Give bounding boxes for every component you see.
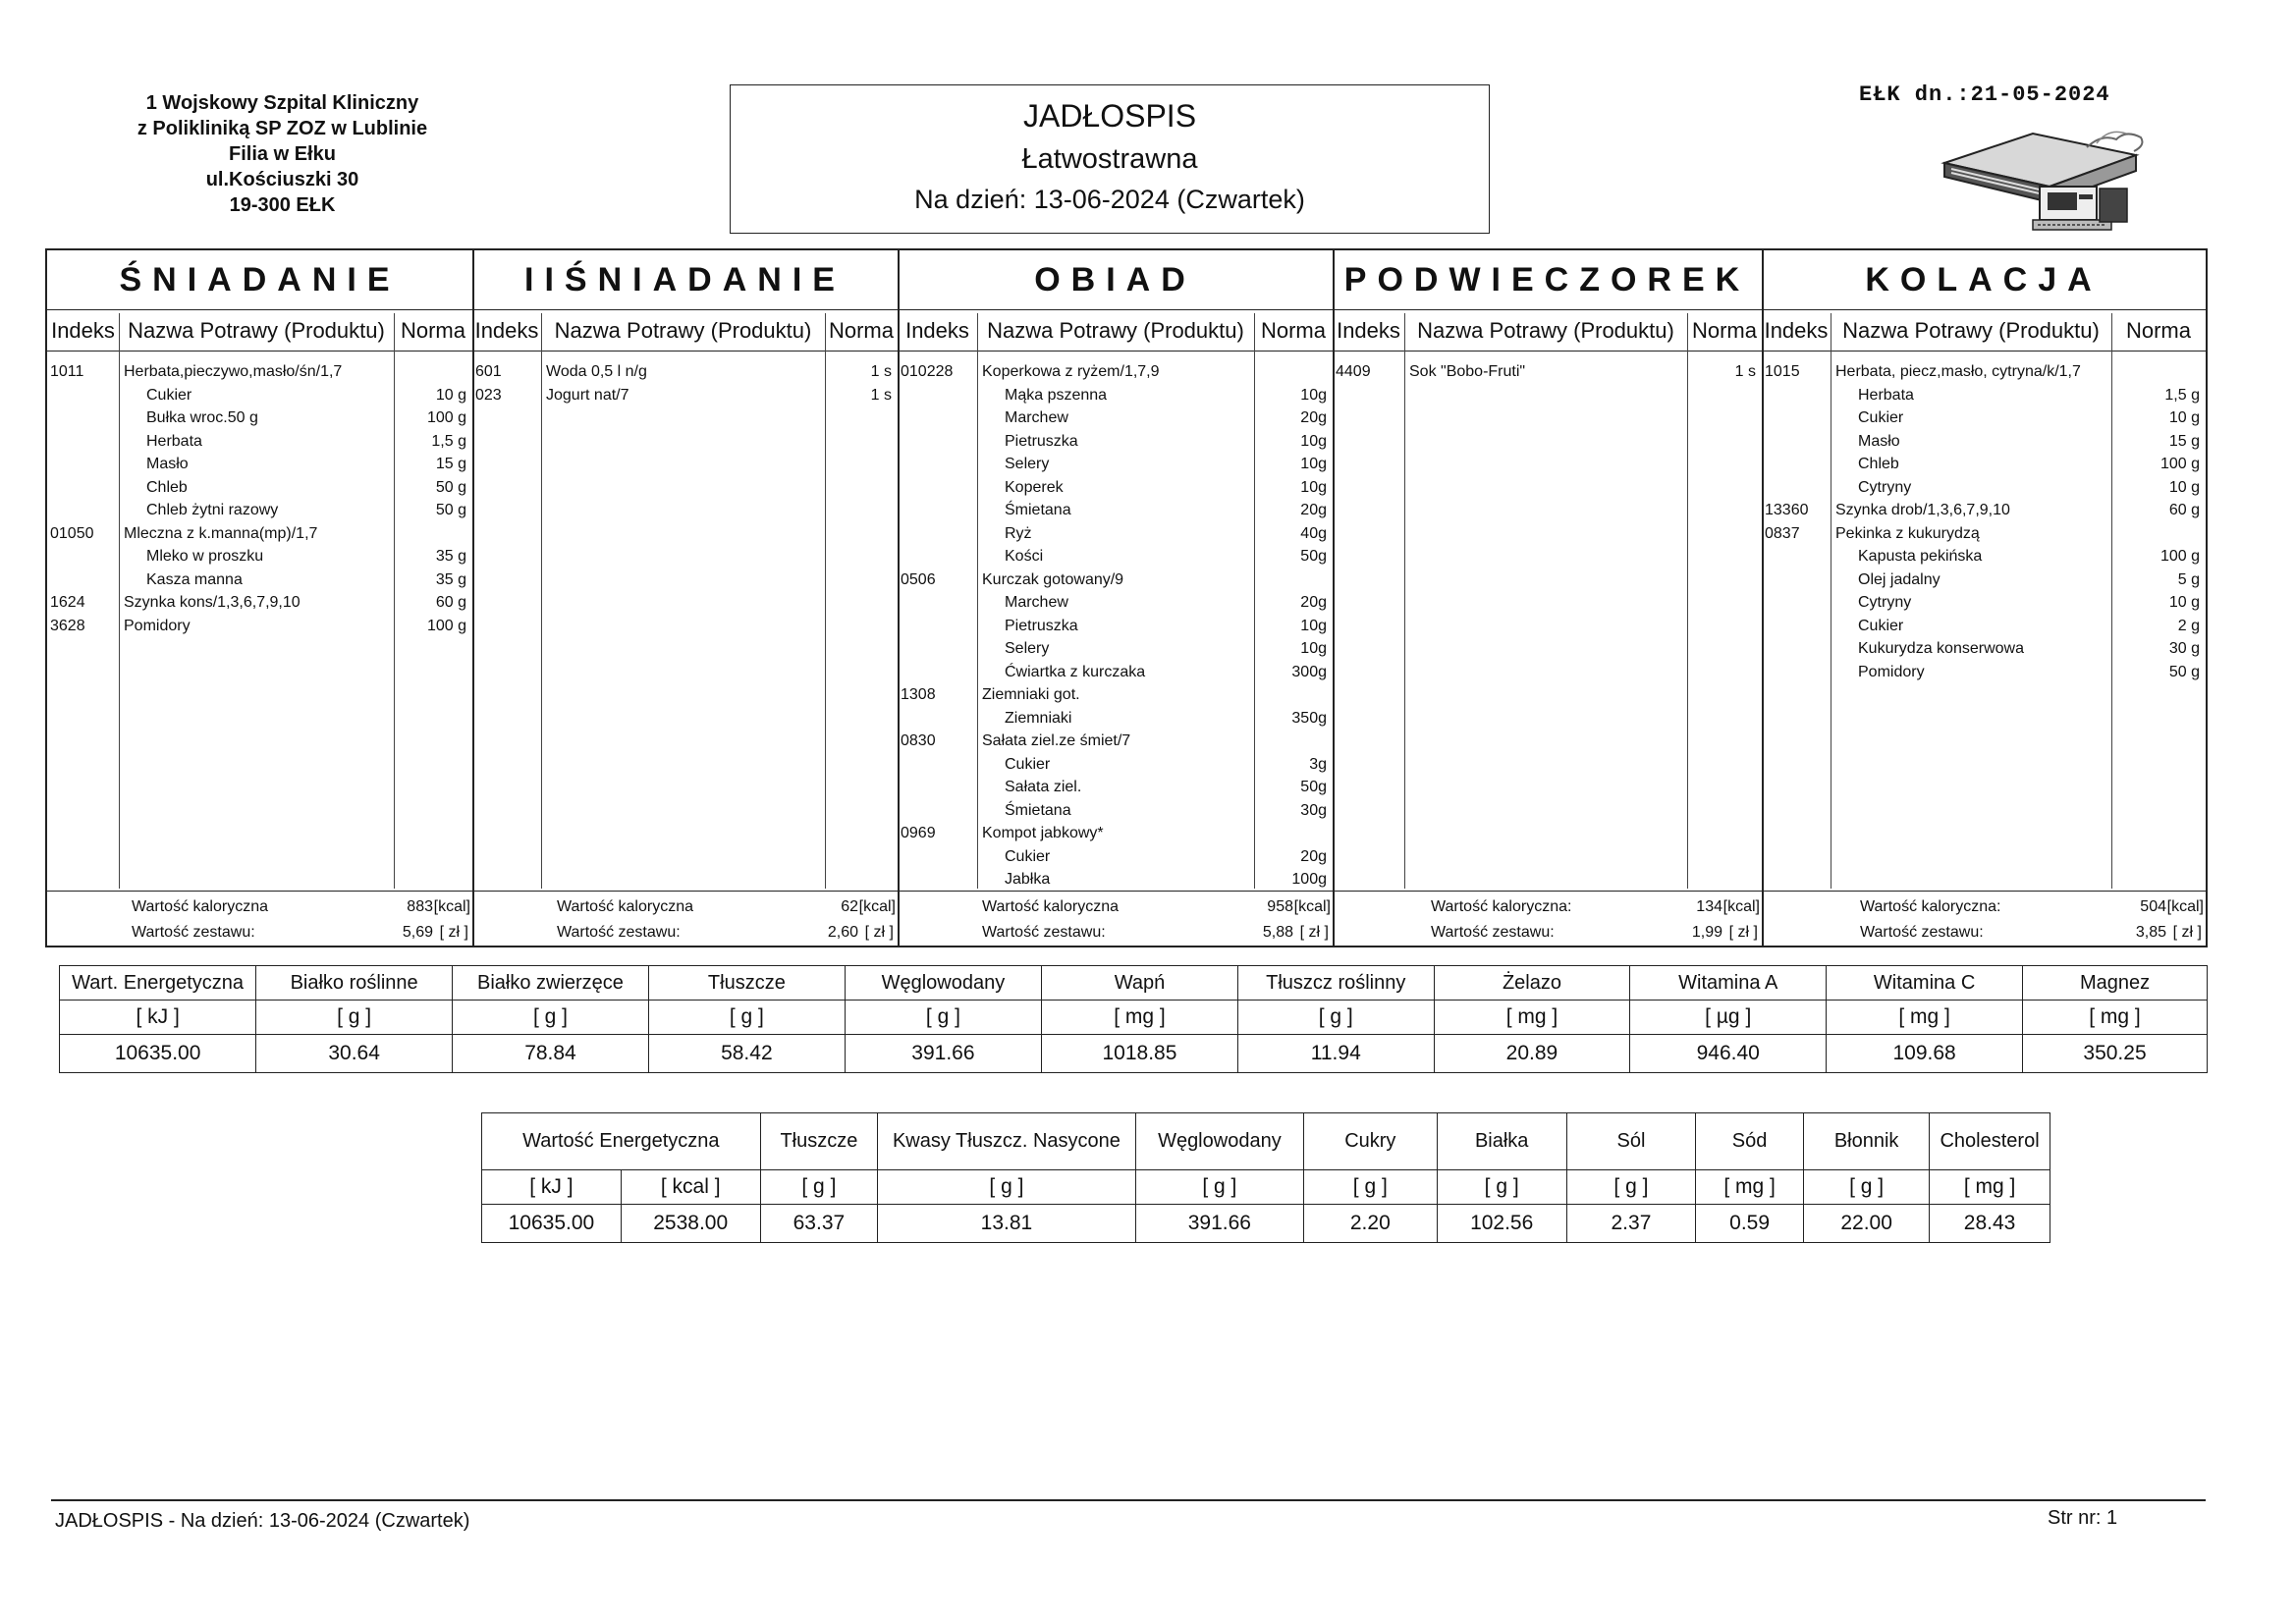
nutrient-header: Białko roślinne bbox=[256, 966, 453, 1001]
dish-name: Jogurt nat/7 bbox=[546, 386, 629, 404]
hospital-line: 1 Wojskowy Szpital Kliniczny bbox=[145, 92, 419, 114]
ingredient-name: Cukier bbox=[1005, 755, 1051, 773]
ingredient-name: Cytryny bbox=[1858, 594, 1912, 611]
nutrient-unit: [ mg ] bbox=[1434, 1001, 1630, 1035]
ingredient-name: Ziemniaki bbox=[1005, 709, 1072, 727]
nutrient-unit: [ mg ] bbox=[2023, 1001, 2208, 1035]
row-norm: 2 g bbox=[2177, 617, 2200, 634]
nutrient-value: 2.37 bbox=[1566, 1205, 1695, 1243]
row-norm: 50 g bbox=[435, 502, 466, 518]
dish-name: Koperkowa z ryżem/1,7,9 bbox=[982, 363, 1160, 380]
ingredient-name: Cukier bbox=[1858, 617, 1904, 634]
nutrient-value: 102.56 bbox=[1437, 1205, 1566, 1243]
meal-section-divider bbox=[1762, 250, 1764, 946]
row-norm: 100g bbox=[1291, 871, 1327, 888]
row-norm: 50g bbox=[1300, 779, 1327, 795]
row-index: 010228 bbox=[901, 363, 954, 380]
row-index: 0837 bbox=[1765, 524, 1800, 542]
column-header-norm: Norma bbox=[1260, 318, 1326, 343]
row-norm: 1 s bbox=[870, 386, 892, 404]
meal-title: OBIAD bbox=[1034, 261, 1196, 298]
row-norm: 350g bbox=[1291, 709, 1327, 727]
meal-header-divider bbox=[47, 309, 2206, 310]
nutrient-unit: [ g ] bbox=[648, 1001, 845, 1035]
nutrition-table-1 bbox=[59, 965, 2208, 1073]
nutrient-unit: [ g ] bbox=[760, 1170, 878, 1205]
cost-value: 3,85 bbox=[2135, 924, 2166, 941]
nutrient-header: Tłuszcze bbox=[760, 1113, 878, 1170]
nutrient-value: 10635.00 bbox=[482, 1205, 622, 1243]
ingredient-name: Mleko w proszku bbox=[146, 548, 264, 565]
diet-name: Łatwostrawna bbox=[1021, 143, 1198, 175]
page-number: Str nr: 1 bbox=[2048, 1507, 2118, 1529]
nutrient-header: Wart. Energetyczna bbox=[60, 966, 256, 1001]
calorie-value: 134 bbox=[1696, 898, 1722, 915]
column-header-norm: Norma bbox=[828, 318, 894, 343]
cost-label: Wartość zestawu: bbox=[132, 924, 255, 941]
meal-title: KOLACJA bbox=[1865, 261, 2103, 298]
nutrient-unit: [ g ] bbox=[1437, 1170, 1566, 1205]
calorie-unit: [kcal] bbox=[433, 898, 470, 915]
cost-label: Wartość zestawu: bbox=[557, 924, 681, 941]
row-norm: 100 g bbox=[2159, 456, 2200, 472]
nutrition-table-2 bbox=[481, 1112, 2050, 1243]
row-index: 0830 bbox=[901, 732, 936, 749]
nutrient-header: Wapń bbox=[1042, 966, 1238, 1001]
calorie-value: 504 bbox=[2140, 898, 2166, 915]
dish-name: Kurczak gotowany/9 bbox=[982, 570, 1124, 588]
nutrient-value: 1018.85 bbox=[1042, 1035, 1238, 1073]
ingredient-name: Masło bbox=[146, 456, 189, 472]
row-norm: 40g bbox=[1300, 524, 1327, 542]
footer-title: JADŁOSPIS - Na dzień: 13-06-2024 (Czwartek) bbox=[55, 1510, 470, 1532]
nutrient-unit: [ mg ] bbox=[1042, 1001, 1238, 1035]
row-index: 4409 bbox=[1336, 363, 1371, 380]
meal-title: ŚNIADANIE bbox=[119, 261, 401, 298]
calorie-value: 883 bbox=[407, 898, 433, 915]
row-norm: 15 g bbox=[2168, 432, 2200, 450]
row-norm: 1 s bbox=[1734, 363, 1756, 380]
nutrient-header: Białka bbox=[1437, 1113, 1566, 1170]
hospital-line: z Polikliniką SP ZOZ w Lublinie bbox=[137, 118, 428, 139]
column-header-name: Nazwa Potrawy (Produktu) bbox=[987, 318, 1244, 343]
nutrient-value: 391.66 bbox=[845, 1035, 1041, 1073]
nutrient-unit: [ µg ] bbox=[1630, 1001, 1827, 1035]
cost-unit: [ zł ] bbox=[1728, 924, 1758, 941]
column-header-index: Indeks bbox=[474, 318, 539, 343]
nutrient-unit: [ g ] bbox=[878, 1170, 1135, 1205]
cost-unit: [ zł ] bbox=[864, 924, 894, 941]
row-norm: 15 g bbox=[435, 456, 466, 472]
row-norm: 20g bbox=[1300, 502, 1327, 518]
ingredient-name: Sałata ziel. bbox=[1005, 779, 1082, 795]
nutrient-value: 0.59 bbox=[1696, 1205, 1804, 1243]
dish-name: Herbata, piecz,masło, cytryna/k/1,7 bbox=[1835, 363, 2081, 380]
nutrient-header: Wartość Energetyczna bbox=[482, 1113, 761, 1170]
nutrient-unit: [ kJ ] bbox=[482, 1170, 622, 1205]
row-index: 3628 bbox=[50, 617, 85, 634]
cost-value: 5,88 bbox=[1262, 924, 1293, 941]
nutrient-header: Cholesterol bbox=[1930, 1113, 2050, 1170]
nutrient-value: 30.64 bbox=[256, 1035, 453, 1073]
row-index: 0969 bbox=[901, 825, 936, 841]
nutrient-header: Białko zwierzęce bbox=[453, 966, 649, 1001]
row-norm: 50 g bbox=[435, 478, 466, 496]
nutrient-value: 350.25 bbox=[2023, 1035, 2208, 1073]
ingredient-name: Śmietana bbox=[1005, 502, 1071, 518]
calorie-unit: [kcal] bbox=[858, 898, 896, 915]
ingredient-name: Cukier bbox=[146, 386, 192, 404]
nutrient-value: 10635.00 bbox=[60, 1035, 256, 1073]
column-divider bbox=[2111, 313, 2112, 889]
ingredient-name: Ćwiartka z kurczaka bbox=[1005, 663, 1146, 680]
issue-date: EŁK dn.:21-05-2024 bbox=[1859, 82, 2110, 107]
row-norm: 10g bbox=[1300, 617, 1327, 634]
column-divider bbox=[119, 313, 120, 889]
row-norm: 100 g bbox=[426, 617, 466, 634]
row-norm: 10g bbox=[1300, 432, 1327, 450]
column-header-index: Indeks bbox=[51, 318, 115, 343]
row-norm: 1,5 g bbox=[431, 432, 466, 450]
row-norm: 50 g bbox=[2168, 663, 2200, 680]
ingredient-name: Pietruszka bbox=[1005, 432, 1078, 450]
ingredient-name: Cytryny bbox=[1858, 478, 1912, 496]
row-index: 1308 bbox=[901, 686, 936, 703]
row-index: 1011 bbox=[50, 363, 84, 380]
meals-table bbox=[45, 248, 2208, 947]
nutrient-value: 2538.00 bbox=[621, 1205, 760, 1243]
ingredient-name: Koperek bbox=[1005, 478, 1064, 496]
column-divider bbox=[1687, 313, 1688, 889]
dish-name: Woda 0,5 l n/g bbox=[546, 363, 647, 380]
row-norm: 10g bbox=[1300, 478, 1327, 496]
nutrient-value: 2.20 bbox=[1304, 1205, 1437, 1243]
ingredient-name: Herbata bbox=[146, 432, 202, 450]
hospital-line: Filia w Ełku bbox=[229, 143, 336, 165]
nutrient-unit: [ g ] bbox=[1135, 1170, 1303, 1205]
hospital-address bbox=[98, 90, 466, 218]
ingredient-name: Bułka wroc.50 g bbox=[146, 409, 258, 426]
ingredient-name: Cukier bbox=[1005, 847, 1051, 865]
nutrient-header: Magnez bbox=[2023, 966, 2208, 1001]
nutrient-value: 20.89 bbox=[1434, 1035, 1630, 1073]
row-norm: 10g bbox=[1300, 640, 1327, 657]
nutrient-header: Błonnik bbox=[1804, 1113, 1930, 1170]
footer-divider bbox=[51, 1499, 2206, 1501]
row-norm: 10g bbox=[1300, 456, 1327, 472]
row-norm: 20g bbox=[1300, 847, 1327, 865]
nutrient-value: 28.43 bbox=[1930, 1205, 2050, 1243]
nutrient-value: 13.81 bbox=[878, 1205, 1135, 1243]
dish-name: Herbata,pieczywo,masło/śn/1,7 bbox=[124, 363, 343, 380]
dish-name: Sok "Bobo-Fruti" bbox=[1409, 363, 1526, 380]
ingredient-name: Herbata bbox=[1858, 386, 1914, 404]
row-norm: 3g bbox=[1309, 755, 1327, 773]
cost-unit: [ zł ] bbox=[439, 924, 468, 941]
column-divider bbox=[1254, 313, 1255, 889]
cost-value: 1,99 bbox=[1691, 924, 1722, 941]
meal-section-divider bbox=[1333, 250, 1335, 946]
cost-value: 5,69 bbox=[402, 924, 433, 941]
row-norm: 50g bbox=[1300, 548, 1327, 565]
ingredient-name: Kukurydza konserwowa bbox=[1858, 640, 2024, 657]
row-norm: 30g bbox=[1300, 801, 1327, 819]
cost-unit: [ zł ] bbox=[1299, 924, 1329, 941]
column-header-divider bbox=[47, 351, 2206, 352]
cost-label: Wartość zestawu: bbox=[1431, 924, 1555, 941]
row-norm: 30 g bbox=[2168, 640, 2200, 657]
ingredient-name: Mąka pszenna bbox=[1005, 386, 1108, 404]
nutrient-header: Sód bbox=[1696, 1113, 1804, 1170]
ingredient-name: Pietruszka bbox=[1005, 617, 1078, 634]
nutrient-unit: [ g ] bbox=[453, 1001, 649, 1035]
ingredient-name: Chleb bbox=[1858, 456, 1899, 472]
row-norm: 60 g bbox=[2168, 502, 2200, 518]
calorie-value: 958 bbox=[1267, 898, 1293, 915]
row-norm: 5 g bbox=[2177, 570, 2200, 588]
nutrient-value: 63.37 bbox=[760, 1205, 878, 1243]
row-norm: 10 g bbox=[2168, 409, 2200, 426]
cost-value: 2,60 bbox=[827, 924, 858, 941]
calorie-label: Wartość kaloryczna: bbox=[1431, 898, 1572, 915]
meal-section-divider bbox=[898, 250, 900, 946]
title-box bbox=[730, 84, 1490, 234]
nutrient-value: 11.94 bbox=[1237, 1035, 1434, 1073]
nutrient-header: Sól bbox=[1566, 1113, 1695, 1170]
row-index: 1015 bbox=[1765, 363, 1800, 380]
nutrient-unit: [ g ] bbox=[1304, 1170, 1437, 1205]
nutrient-header: Witamina A bbox=[1630, 966, 1827, 1001]
row-index: 601 bbox=[475, 363, 502, 380]
row-index: 1624 bbox=[50, 594, 85, 611]
row-norm: 10 g bbox=[2168, 478, 2200, 496]
row-norm: 10 g bbox=[435, 386, 466, 404]
nutrient-header: Żelazo bbox=[1434, 966, 1630, 1001]
nutrient-value: 946.40 bbox=[1630, 1035, 1827, 1073]
row-norm: 100 g bbox=[2159, 548, 2200, 565]
nutrient-header: Węglowodany bbox=[845, 966, 1041, 1001]
dish-name: Szynka kons/1,3,6,7,9,10 bbox=[124, 594, 301, 611]
column-divider bbox=[394, 313, 395, 889]
dish-name: Kompot jabkowy* bbox=[982, 825, 1104, 841]
ingredient-name: Jabłka bbox=[1005, 871, 1051, 888]
nutrient-unit: [ g ] bbox=[1237, 1001, 1434, 1035]
nutrient-header: Witamina C bbox=[1827, 966, 2023, 1001]
calorie-unit: [kcal] bbox=[1293, 898, 1331, 915]
row-index: 023 bbox=[475, 386, 502, 404]
ingredient-name: Kości bbox=[1005, 548, 1044, 565]
column-header-name: Nazwa Potrawy (Produktu) bbox=[1417, 318, 1674, 343]
nutrient-unit: [ mg ] bbox=[1696, 1170, 1804, 1205]
ingredient-name: Chleb żytni razowy bbox=[146, 502, 279, 518]
ingredient-name: Olej jadalny bbox=[1858, 570, 1941, 588]
ingredient-name: Selery bbox=[1005, 640, 1050, 657]
column-header-norm: Norma bbox=[400, 318, 465, 343]
meal-title: IIŚNIADANIE bbox=[524, 261, 846, 298]
nutrient-value: 109.68 bbox=[1827, 1035, 2023, 1073]
nutrient-header: Węglowodany bbox=[1135, 1113, 1303, 1170]
row-norm: 100 g bbox=[426, 409, 466, 426]
nutrient-unit: [ kcal ] bbox=[621, 1170, 760, 1205]
row-index: 01050 bbox=[50, 524, 94, 542]
ingredient-name: Kapusta pekińska bbox=[1858, 548, 1983, 565]
column-header-index: Indeks bbox=[1337, 318, 1400, 343]
column-divider bbox=[1404, 313, 1405, 889]
row-norm: 10 g bbox=[2168, 594, 2200, 611]
ingredient-name: Marchew bbox=[1005, 594, 1068, 611]
cost-unit: [ zł ] bbox=[2172, 924, 2202, 941]
nutrient-header: Cukry bbox=[1304, 1113, 1437, 1170]
ingredient-name: Ryż bbox=[1005, 524, 1032, 542]
column-header-index: Indeks bbox=[1764, 318, 1829, 343]
menu-date: Na dzień: 13-06-2024 (Czwartek) bbox=[914, 185, 1305, 214]
nutrient-value: 78.84 bbox=[453, 1035, 649, 1073]
ingredient-name: Chleb bbox=[146, 478, 188, 496]
nutrient-unit: [ g ] bbox=[256, 1001, 453, 1035]
nutrient-value: 22.00 bbox=[1804, 1205, 1930, 1243]
cost-label: Wartość zestawu: bbox=[1860, 924, 1984, 941]
row-norm: 20g bbox=[1300, 409, 1327, 426]
row-norm: 60 g bbox=[435, 594, 466, 611]
ingredient-name: Marchew bbox=[1005, 409, 1068, 426]
row-norm: 35 g bbox=[435, 570, 466, 588]
row-norm: 1 s bbox=[870, 363, 892, 380]
row-norm: 20g bbox=[1300, 594, 1327, 611]
nutrient-header: Tłuszcz roślinny bbox=[1237, 966, 1434, 1001]
hospital-line: 19-300 EŁK bbox=[229, 194, 336, 216]
nutrient-header: Kwasy Tłuszcz. Nasycone bbox=[878, 1113, 1135, 1170]
calorie-unit: [kcal] bbox=[1722, 898, 1760, 915]
ingredient-name: Śmietana bbox=[1005, 801, 1071, 819]
ingredient-name: Cukier bbox=[1858, 409, 1904, 426]
ingredient-name: Pomidory bbox=[1858, 663, 1925, 680]
meal-title: PODWIECZOREK bbox=[1343, 261, 1751, 298]
dish-name: Mleczna z k.manna(mp)/1,7 bbox=[124, 524, 318, 542]
page-title: JADŁOSPIS bbox=[1022, 98, 1197, 134]
dish-name: Pekinka z kukurydzą bbox=[1835, 524, 1980, 542]
row-norm: 10g bbox=[1300, 386, 1327, 404]
row-norm: 1,5 g bbox=[2164, 386, 2200, 404]
totals-divider bbox=[47, 891, 2206, 892]
column-divider bbox=[977, 313, 978, 889]
column-header-name: Nazwa Potrawy (Produktu) bbox=[554, 318, 812, 343]
ingredient-name: Kasza manna bbox=[146, 570, 243, 588]
column-header-norm: Norma bbox=[2125, 318, 2191, 343]
calorie-value: 62 bbox=[841, 898, 858, 915]
hospital-line: ul.Kościuszki 30 bbox=[205, 169, 359, 190]
nutrient-value: 58.42 bbox=[648, 1035, 845, 1073]
dish-name: Pomidory bbox=[124, 617, 191, 634]
calorie-unit: [kcal] bbox=[2166, 898, 2204, 915]
nutrient-header: Tłuszcze bbox=[648, 966, 845, 1001]
book-computer-logo bbox=[1940, 126, 2156, 234]
nutrient-unit: [ mg ] bbox=[1827, 1001, 2023, 1035]
ingredient-name: Masło bbox=[1858, 432, 1900, 450]
nutrient-unit: [ mg ] bbox=[1930, 1170, 2050, 1205]
row-norm: 300g bbox=[1291, 663, 1327, 680]
column-divider bbox=[825, 313, 826, 889]
cost-label: Wartość zestawu: bbox=[982, 924, 1106, 941]
dish-name: Sałata ziel.ze śmiet/7 bbox=[982, 732, 1131, 749]
dish-name: Ziemniaki got. bbox=[982, 686, 1080, 703]
calorie-label: Wartość kaloryczna bbox=[132, 898, 268, 915]
row-index: 13360 bbox=[1765, 502, 1809, 518]
column-header-name: Nazwa Potrawy (Produktu) bbox=[128, 318, 385, 343]
ingredient-name: Selery bbox=[1005, 456, 1050, 472]
nutrient-unit: [ g ] bbox=[845, 1001, 1041, 1035]
nutrient-unit: [ g ] bbox=[1804, 1170, 1930, 1205]
column-header-norm: Norma bbox=[1691, 318, 1757, 343]
nutrient-unit: [ g ] bbox=[1566, 1170, 1695, 1205]
nutrient-value: 391.66 bbox=[1135, 1205, 1303, 1243]
column-divider bbox=[541, 313, 542, 889]
column-header-index: Indeks bbox=[905, 318, 969, 343]
meal-section-divider bbox=[472, 250, 474, 946]
column-header-name: Nazwa Potrawy (Produktu) bbox=[1842, 318, 2100, 343]
dish-name: Szynka drob/1,3,6,7,9,10 bbox=[1835, 502, 2010, 518]
row-norm: 35 g bbox=[435, 548, 466, 565]
calorie-label: Wartość kaloryczna bbox=[982, 898, 1119, 915]
calorie-label: Wartość kaloryczna bbox=[557, 898, 693, 915]
nutrient-unit: [ kJ ] bbox=[60, 1001, 256, 1035]
calorie-label: Wartość kaloryczna: bbox=[1860, 898, 2001, 915]
row-index: 0506 bbox=[901, 570, 936, 588]
